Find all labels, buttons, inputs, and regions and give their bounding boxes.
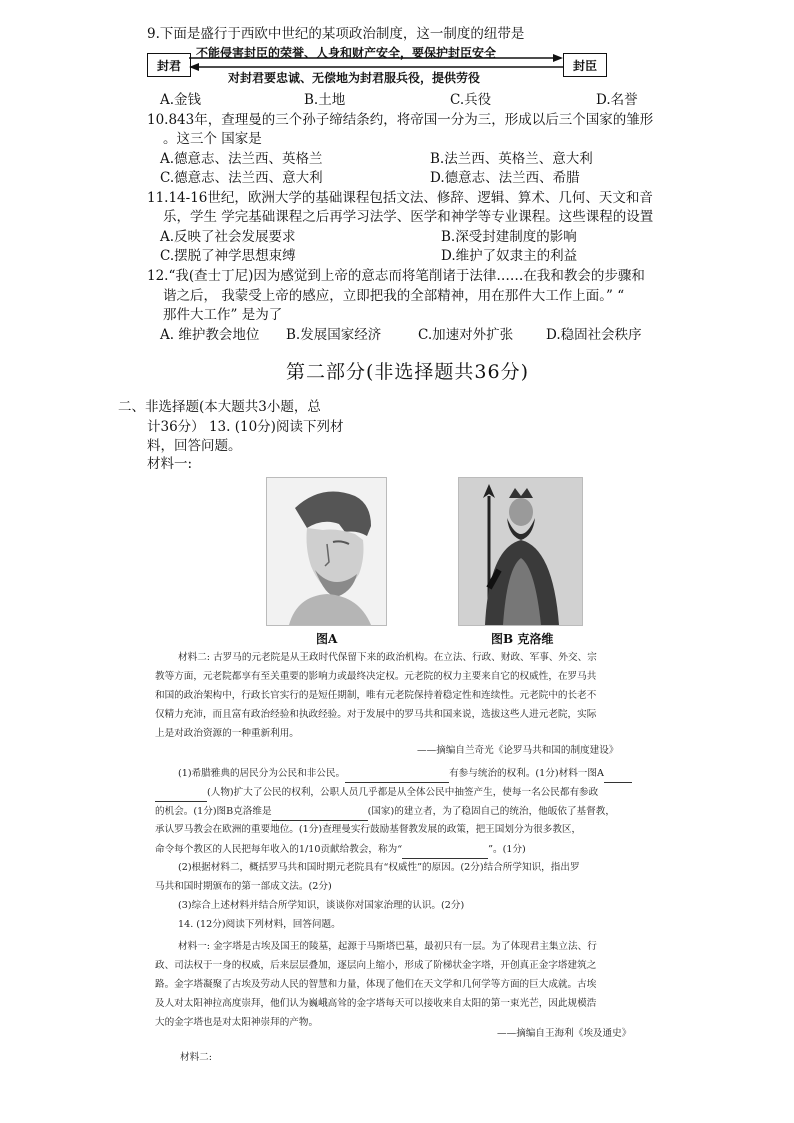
q10-option-d: D.德意志、法兰西、希腊 bbox=[430, 170, 580, 186]
q11-option-b: B.深受封建制度的影响 bbox=[441, 229, 577, 245]
q9-option-a: A.金钱 bbox=[160, 92, 202, 108]
q14-material2-label: 材料二: bbox=[180, 1052, 213, 1063]
vassal-label: 封臣 bbox=[572, 58, 597, 73]
q13-1-line1 bbox=[178, 763, 632, 783]
section2-line3: 料，回答问题。 bbox=[147, 438, 242, 454]
q14-material1-line: 大的金字塔也是对太阳神崇拜的产物。 bbox=[155, 1017, 319, 1028]
lord-box bbox=[147, 53, 191, 77]
answer-blank-3[interactable] bbox=[272, 801, 368, 821]
q11-stem-2: 乐，学生 学完基础课程之后再学习法学、医学和神学等专业课程。这些课程的设置 bbox=[163, 209, 654, 225]
q9-stem: 9.下面是盛行于西欧中世纪的某项政治制度，这一制度的纽带是 bbox=[147, 26, 525, 42]
material2-source: ——摘编自兰奇光《论罗马共和国的制度建设》 bbox=[417, 745, 619, 756]
section2-line1: 二、非选择题(本大题共3小题，总 bbox=[118, 399, 321, 415]
material2-line: 仅精力充沛，而且富有政治经验和执政经验。对于发展中的罗马共和国来说，选拔这些人进元老院，实际 bbox=[155, 709, 597, 720]
q13-1-line4: 承认罗马教会在欧洲的重要地位。(1分)查理曼实行鼓励基督教发展的政策，把王国划分为很多教区， bbox=[155, 824, 582, 835]
q11-option-d: D.维护了奴隶主的利益 bbox=[441, 248, 578, 264]
q14-stem: 14. (12分)阅读下列材料，回答问题。 bbox=[178, 919, 341, 930]
q10-stem-1: 10.843年，查理曼的三个孙子缔结条约，将帝国一分为三，形成以后三个国家的雏形 bbox=[147, 112, 654, 128]
q11-stem-1: 11.14-16世纪，欧洲大学的基础课程包括文法、修辞、逻辑、算术、几何、天文和音 bbox=[147, 190, 653, 206]
q10-option-a: A.德意志、法兰西、英格兰 bbox=[160, 151, 323, 167]
q13-2-line2: 马共和国时期颁布的第一部成文法。(2分) bbox=[155, 881, 332, 892]
q12-stem-3: 那件大工作” 是为了 bbox=[163, 307, 283, 323]
q10-option-c: C.德意志、法兰西、意大利 bbox=[160, 170, 323, 186]
q12-option-d: D.稳固社会秩序 bbox=[546, 327, 642, 343]
q14-material1-line: 政、司法权于一身的权威，后来层层叠加，逐层向上缩小，形成了阶梯状金字塔，开创真正金字塔建筑之 bbox=[155, 960, 597, 971]
q9-option-d: D.名誉 bbox=[596, 92, 638, 108]
q10-option-b: B.法兰西、英格兰、意大利 bbox=[430, 151, 593, 167]
answer-blank-2b[interactable] bbox=[155, 782, 207, 802]
top-arrow-text: 不能侵害封臣的荣誉、人身和财产安全，要保护封臣安全 bbox=[196, 46, 497, 60]
q9-option-c: C.兵役 bbox=[450, 92, 492, 108]
bottom-arrow-text: 对封君要忠诚、无偿地为封君服兵役，提供劳役 bbox=[228, 71, 481, 85]
q13-1-text-g: ”。(1分) bbox=[488, 844, 526, 855]
q13-1-text-d: 的机会。(1分)图B克洛维是 bbox=[155, 806, 272, 817]
material2-line: 材料二: 古罗马的元老院是从王政时代保留下来的政治机构。在立法、行政、财政、军事、外交、宗 bbox=[178, 652, 597, 663]
answer-blank-1[interactable] bbox=[345, 763, 449, 783]
q12-option-c: C.加速对外扩张 bbox=[418, 327, 514, 343]
arrow-right-head-icon bbox=[553, 54, 563, 62]
q13-3-line: (3)综合上述材料并结合所学知识，谈谈你对国家治理的认识。(2分) bbox=[178, 900, 465, 911]
q14-material1-line: 材料一: 金字塔是古埃及国王的陵墓，起源于马斯塔巴墓，最初只有一层。为了体现君主集立法、行 bbox=[178, 941, 597, 952]
figure-b-caption: 图B 克洛维 bbox=[491, 632, 554, 646]
q9-option-b: B.土地 bbox=[304, 92, 346, 108]
section2-line2: 计36分） 13. (10分)阅读下列材 bbox=[147, 419, 344, 435]
answer-blank-4[interactable] bbox=[402, 839, 488, 859]
vassal-box bbox=[563, 53, 607, 77]
q13-1-text-c: (人物)扩大了公民的权利，公职人员几乎都是从全体公民中抽签产生，使每一名公民都有参政 bbox=[207, 787, 599, 798]
lord-label: 封君 bbox=[156, 58, 181, 73]
answer-blank-2a[interactable] bbox=[604, 763, 632, 783]
q12-stem-1: 12.“我(查士丁尼)因为感觉到上帝的意志而将笔削诸于法律……在我和教会的步骤和 bbox=[147, 268, 645, 284]
part2-title: 第二部分(非选择题共36分) bbox=[286, 361, 530, 383]
q13-1-line3 bbox=[155, 801, 615, 821]
q13-1-text-b: 有参与统治的权利。(1分)材料一图A bbox=[449, 768, 604, 779]
q10-stem-2: 。这三个 国家是 bbox=[163, 131, 262, 147]
figure-b-clovis bbox=[458, 477, 583, 626]
figure-a-bust bbox=[266, 477, 387, 626]
q14-material1-line: 及人对太阳神拉高度崇拜，他们认为巍峨高耸的金字塔每天可以接收来自太阳的第一束光芒，因此规模浩 bbox=[155, 998, 597, 1009]
q12-option-a: A. 维护教会地位 bbox=[160, 327, 260, 343]
q13-1-line5 bbox=[155, 839, 526, 859]
q12-stem-2: 谐之后， 我蒙受上帝的感应，立即把我的全部精神，用在那件大工作上面。” “ bbox=[163, 288, 625, 304]
q13-1-text-e: (国家)的建立者，为了稳固自己的统治，他皈依了基督教， bbox=[367, 806, 615, 817]
material2-line: 上是对政治资源的一种重新利用。 bbox=[155, 728, 299, 739]
q12-option-b: B.发展国家经济 bbox=[286, 327, 382, 343]
q14-material1-line: 路。金字塔凝聚了古埃及劳动人民的智慧和力量，体现了他们在天文学和几何学等方面的巨大成就。古埃 bbox=[155, 979, 597, 990]
material1-label: 材料一: bbox=[147, 456, 193, 472]
q13-2-line1: (2)根据材料二，概括罗马共和国时期元老院具有“权威性”的原因。(2分)结合所学知识，指出罗 bbox=[178, 862, 580, 873]
material2-line: 和国的政治架构中，行政长官实行的是短任期制，唯有元老院保持着稳定性和连续性。元老院中的长老不 bbox=[155, 690, 597, 701]
arrow-left-head-icon bbox=[189, 63, 199, 71]
material2-line: 教等方面，元老院都享有至关重要的影响力或最终决定权。元老院的权力主要来自它的权威性，在罗马共 bbox=[155, 671, 597, 682]
q13-1-line2 bbox=[155, 782, 598, 802]
q14-material1-source: ——摘编自王海利《埃及通史》 bbox=[497, 1028, 632, 1039]
figure-a-caption: 图A bbox=[316, 632, 338, 646]
q11-option-a: A.反映了社会发展要求 bbox=[160, 229, 296, 245]
q13-1-text-a: (1)希腊雅典的居民分为公民和非公民。 bbox=[178, 768, 346, 779]
q13-1-text-f: 命令每个教区的人民把每年收入的1/10贡献给教会，称为“ bbox=[155, 844, 403, 855]
q11-option-c: C.摆脱了神学思想束缚 bbox=[160, 248, 296, 264]
